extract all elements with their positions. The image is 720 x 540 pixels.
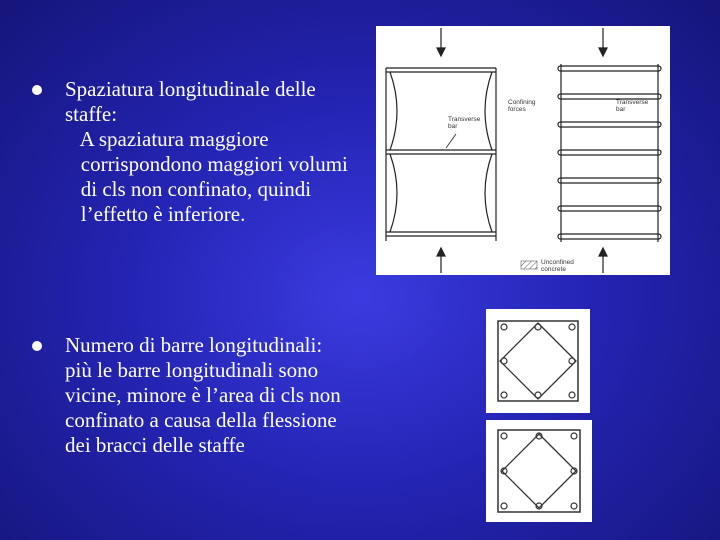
transverse-bars-close: [558, 66, 661, 239]
hoop: [498, 321, 578, 401]
label-confining-forces: Confining forces: [508, 99, 536, 113]
bullet-dot: [32, 85, 42, 95]
arrowhead: [437, 48, 445, 56]
column-section-diagram-diamond: [486, 420, 592, 522]
transverse-bar: [558, 178, 661, 183]
label-transverse-bar-left: Transverse bar: [448, 116, 481, 130]
label-transverse-bar-right: Transverse bar: [616, 99, 649, 113]
hoop: [498, 430, 580, 512]
confinement-diagram: [376, 26, 670, 275]
diamond-tie: [502, 434, 576, 508]
diamond-tie: [500, 323, 576, 399]
arching-edge: [390, 72, 492, 150]
transverse-bar: [558, 150, 661, 155]
wide-spacing-column: [386, 28, 496, 273]
longitudinal-bars: [501, 433, 577, 509]
transverse-bar: [558, 122, 661, 127]
arrowhead: [437, 248, 445, 256]
label-unconfined-concrete: Unconfined concrete: [541, 259, 574, 273]
hatch-legend-swatch: [521, 261, 537, 269]
column-section-diagram-8-bars: [486, 309, 590, 413]
bullet-dot: [32, 341, 42, 351]
transverse-bar: [558, 234, 661, 239]
bullet-text-bar-number: Numero di barre longitudinali: più le barre longitudinali sono vicine, minore è l’area di cls non confinato a causa della flessione dei bracci delle staffe: [65, 333, 341, 457]
longitudinal-bars: [501, 324, 575, 398]
transverse-bar: [558, 66, 661, 71]
transverse-bar: [558, 206, 661, 211]
bullet-text-spacing: Spaziatura longitudinale delle staffe: A spaziatura maggiore corrispondono maggiori volumi di cls non confinato, quindi l’effetto è inferiore.: [65, 77, 348, 226]
